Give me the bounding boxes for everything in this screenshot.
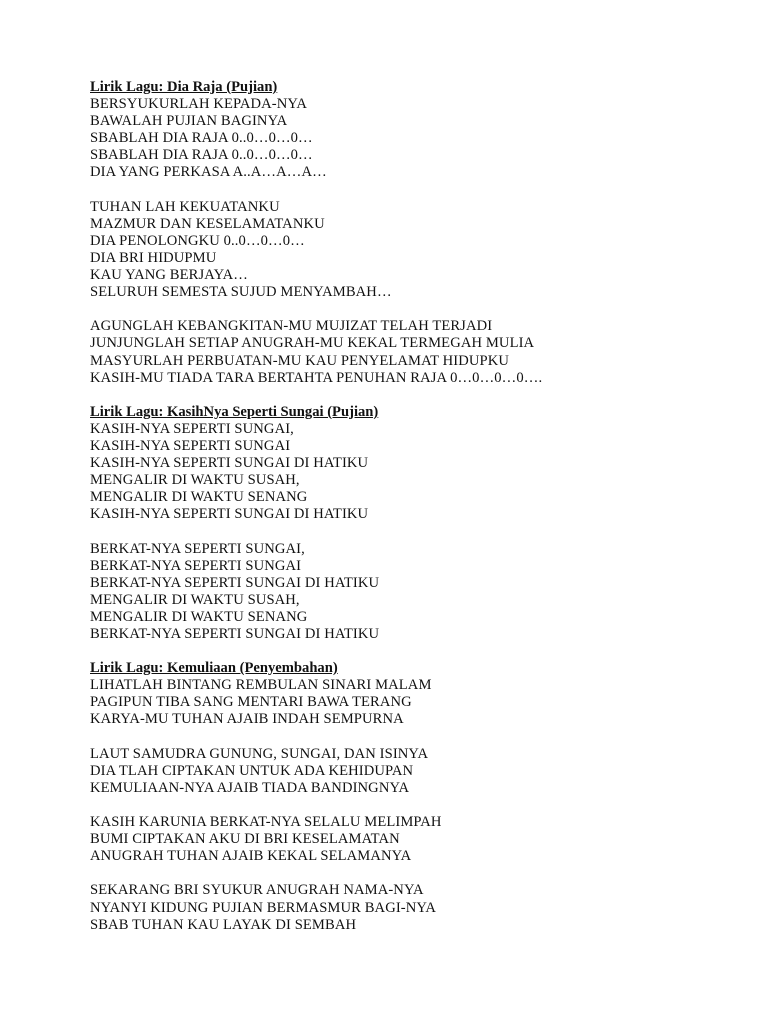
song-title: Lirik Lagu: KasihNya Seperti Sungai (Pujian) [90, 403, 379, 420]
lyric-line: LAUT SAMUDRA GUNUNG, SUNGAI, DAN ISINYA [90, 745, 429, 762]
lyrics-stanza [90, 882, 750, 933]
lyrics-stanza [90, 318, 750, 386]
lyrics-stanza [90, 96, 750, 181]
lyric-line: SBAB TUHAN KAU LAYAK DI SEMBAH [90, 916, 357, 933]
lyric-line: MASYURLAH PERBUATAN-MU KAU PENYELAMAT HIDUPKU [90, 352, 510, 369]
lyric-line: BERKAT-NYA SEPERTI SUNGAI DI HATIKU [90, 626, 380, 642]
lyric-line: KASIH-NYA SEPERTI SUNGAI DI HATIKU [90, 455, 369, 472]
song-section [90, 660, 750, 934]
lyric-line: BERKAT-NYA SEPERTI SUNGAI [90, 557, 302, 574]
lyric-line: ANUGRAH TUHAN AJAIB KEKAL SELAMANYA [90, 848, 412, 865]
lyrics-stanza [90, 199, 750, 302]
lyric-line: KEMULIAAN-NYA AJAIB TIADA BANDINGNYA [90, 779, 410, 796]
lyric-line: DIA PENOLONGKU 0..0…0…0… [90, 232, 305, 249]
lyric-line: SBABLAH DIA RAJA 0..0…0…0… [90, 130, 313, 147]
lyric-line: DIA YANG PERKASA A..A…A…A… [90, 164, 327, 181]
lyrics-stanza [90, 814, 750, 865]
lyric-line: MENGALIR DI WAKTU SENANG [90, 608, 308, 625]
song-title: Lirik Lagu: Kemuliaan (Penyembahan) [90, 660, 338, 677]
song-title: Lirik Lagu: Dia Raja (Pujian) [90, 79, 278, 95]
lyric-line: BERKAT-NYA SEPERTI SUNGAI DI HATIKU [90, 574, 380, 591]
lyrics-stanza [90, 541, 750, 644]
lyric-line: KASIH-NYA SEPERTI SUNGAI, [90, 420, 294, 437]
song-section [90, 79, 750, 387]
lyric-line: KASIH-MU TIADA TARA BERTAHTA PENUHAN RAJA 0…0…0…0…. [90, 369, 543, 386]
lyric-line: MENGALIR DI WAKTU SUSAH, [90, 591, 300, 608]
lyric-line: BAWALAH PUJIAN BAGINYA [90, 113, 288, 130]
song-section [90, 404, 750, 643]
lyric-line: KAU YANG BERJAYA… [90, 267, 248, 284]
lyrics-stanza [90, 677, 750, 728]
lyric-line: SELURUH SEMESTA SUJUD MENYAMBAH… [90, 284, 392, 301]
lyric-line: JUNJUNGLAH SETIAP ANUGRAH-MU KEKAL TERMEGAH MULIA [90, 335, 535, 352]
lyric-line: MENGALIR DI WAKTU SENANG [90, 489, 308, 506]
lyric-line: NYANYI KIDUNG PUJIAN BERMASMUR BAGI-NYA [90, 899, 437, 916]
lyric-line: BUMI CIPTAKAN AKU DI BRI KESELAMATAN [90, 831, 400, 848]
lyrics-stanza [90, 421, 750, 524]
lyric-line: KASIH KARUNIA BERKAT-NYA SELALU MELIMPAH [90, 814, 442, 831]
lyric-line: KASIH-NYA SEPERTI SUNGAI [90, 437, 291, 454]
lyric-line: DIA TLAH CIPTAKAN UNTUK ADA KEHIDUPAN [90, 762, 414, 779]
lyric-line: MENGALIR DI WAKTU SUSAH, [90, 472, 300, 489]
lyric-line: MAZMUR DAN KESELAMATANKU [90, 215, 325, 232]
lyric-line: PAGIPUN TIBA SANG MENTARI BAWA TERANG [90, 694, 412, 711]
lyric-line: BERSYUKURLAH KEPADA-NYA [90, 96, 308, 113]
lyric-line: KASIH-NYA SEPERTI SUNGAI DI HATIKU [90, 506, 369, 523]
lyrics-document [90, 79, 750, 951]
lyric-line: TUHAN LAH KEKUATANKU [90, 198, 280, 215]
lyrics-stanza [90, 746, 750, 797]
lyric-line: LIHATLAH BINTANG REMBULAN SINARI MALAM [90, 677, 432, 694]
lyric-line: SBABLAH DIA RAJA 0..0…0…0… [90, 147, 313, 164]
lyric-line: AGUNGLAH KEBANGKITAN-MU MUJIZAT TELAH TERJADI [90, 318, 493, 335]
lyric-line: DIA BRI HIDUPMU [90, 249, 217, 266]
lyric-line: SEKARANG BRI SYUKUR ANUGRAH NAMA-NYA [90, 882, 424, 899]
lyric-line: KARYA-MU TUHAN AJAIB INDAH SEMPURNA [90, 711, 404, 728]
lyric-line: BERKAT-NYA SEPERTI SUNGAI, [90, 540, 305, 557]
